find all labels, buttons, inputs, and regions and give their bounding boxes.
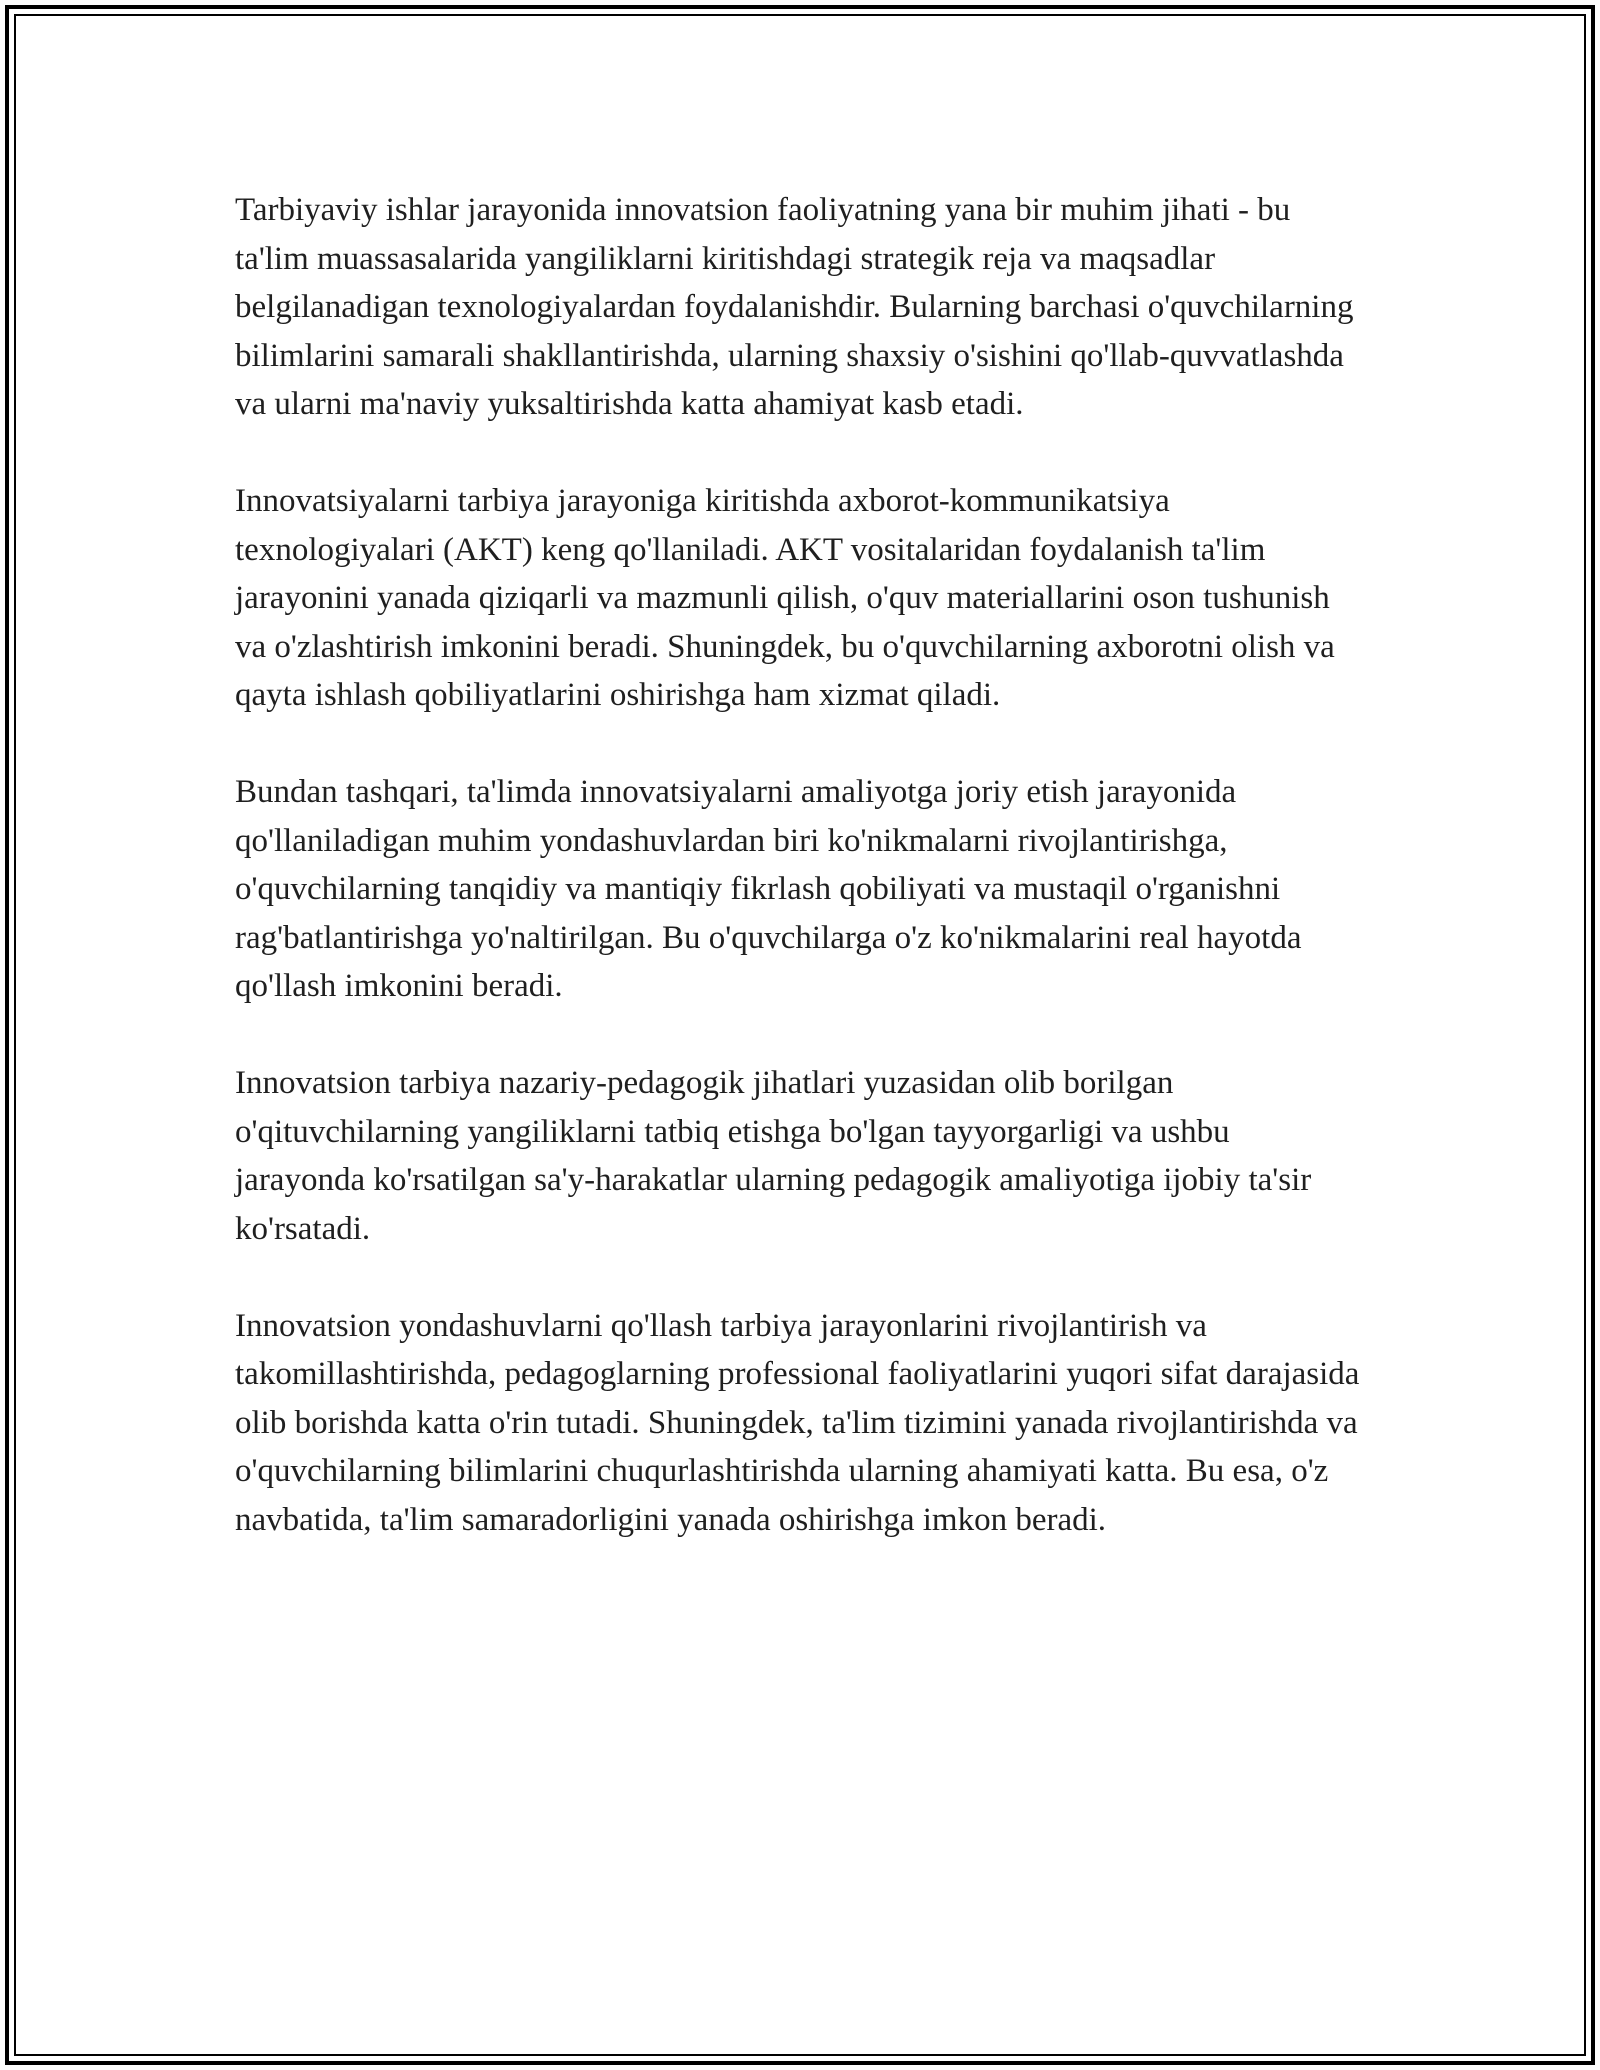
paragraph-1: Tarbiyaviy ishlar jarayonida innovatsion faoliyatning yana bir muhim jihati - bu ta'lim muassasalarida yangiliklarni kiritishdagi strategik reja va maqsadlar belgilanadigan texnologiyalardan foydalanishdir. Bularning barchasi o'quvchilarning bilimlarini samarali shakllantirishda, ularning shaxsiy o'sishini qo'llab-quvvatlashda va ularni ma'naviy yuksaltirishda katta ahamiyat kasb etadi. [235, 192, 1354, 422]
document-body [235, 186, 1365, 1593]
paragraph-2: Innovatsiyalarni tarbiya jarayoniga kiritishda axborot-kommunikatsiya texnologiyalari (AKT) keng qo'llaniladi. AKT vositalaridan foydalanish ta'lim jarayonini yanada qiziqarli va mazmunli qilish, o'quv materiallarini oson tushunish va o'zlashtirish imkonini beradi. Shuningdek, bu o'quvchilarning axborotni olish va qayta ishlash qobiliyatlarini oshirishga ham xizmat qiladi. [235, 483, 1335, 713]
paragraph-3: Bundan tashqari, ta'limda innovatsiyalarni amaliyotga joriy etish jarayonida qo'llaniladigan muhim yondashuvlardan biri ko'nikmalarni rivojlantirishga, o'quvchilarning tanqidiy va mantiqiy fikrlash qobiliyati va mustaqil o'rganishni rag'batlantirishga yo'naltirilgan. Bu o'quvchilarga o'z ko'nikmalarini real hayotda qo'llash imkonini beradi. [235, 774, 1302, 1004]
paragraph-5: Innovatsion yondashuvlarni qo'llash tarbiya jarayonlarini rivojlantirish va takomillashtirishda, pedagoglarning professional faoliyatlarini yuqori sifat darajasida olib borishda katta o'rin tutadi. Shuningdek, ta'lim tizimini yanada rivojlantirishda va o'quvchilarning bilimlarini chuqurlashtirishda ularning ahamiyati katta. Bu esa, o'z navbatida, ta'lim samaradorligini yanada oshirishga imkon beradi. [235, 1307, 1360, 1538]
paragraph-4: Innovatsion tarbiya nazariy-pedagogik jihatlari yuzasidan olib borilgan o'qituvchilarning yangiliklarni tatbiq etishga bo'lgan tayyorgarligi va ushbu jarayonda ko'rsatilgan sa'y-harakatlar ularning pedagogik amaliyotiga ijobiy ta'sir ko'rsatadi. [235, 1065, 1312, 1247]
